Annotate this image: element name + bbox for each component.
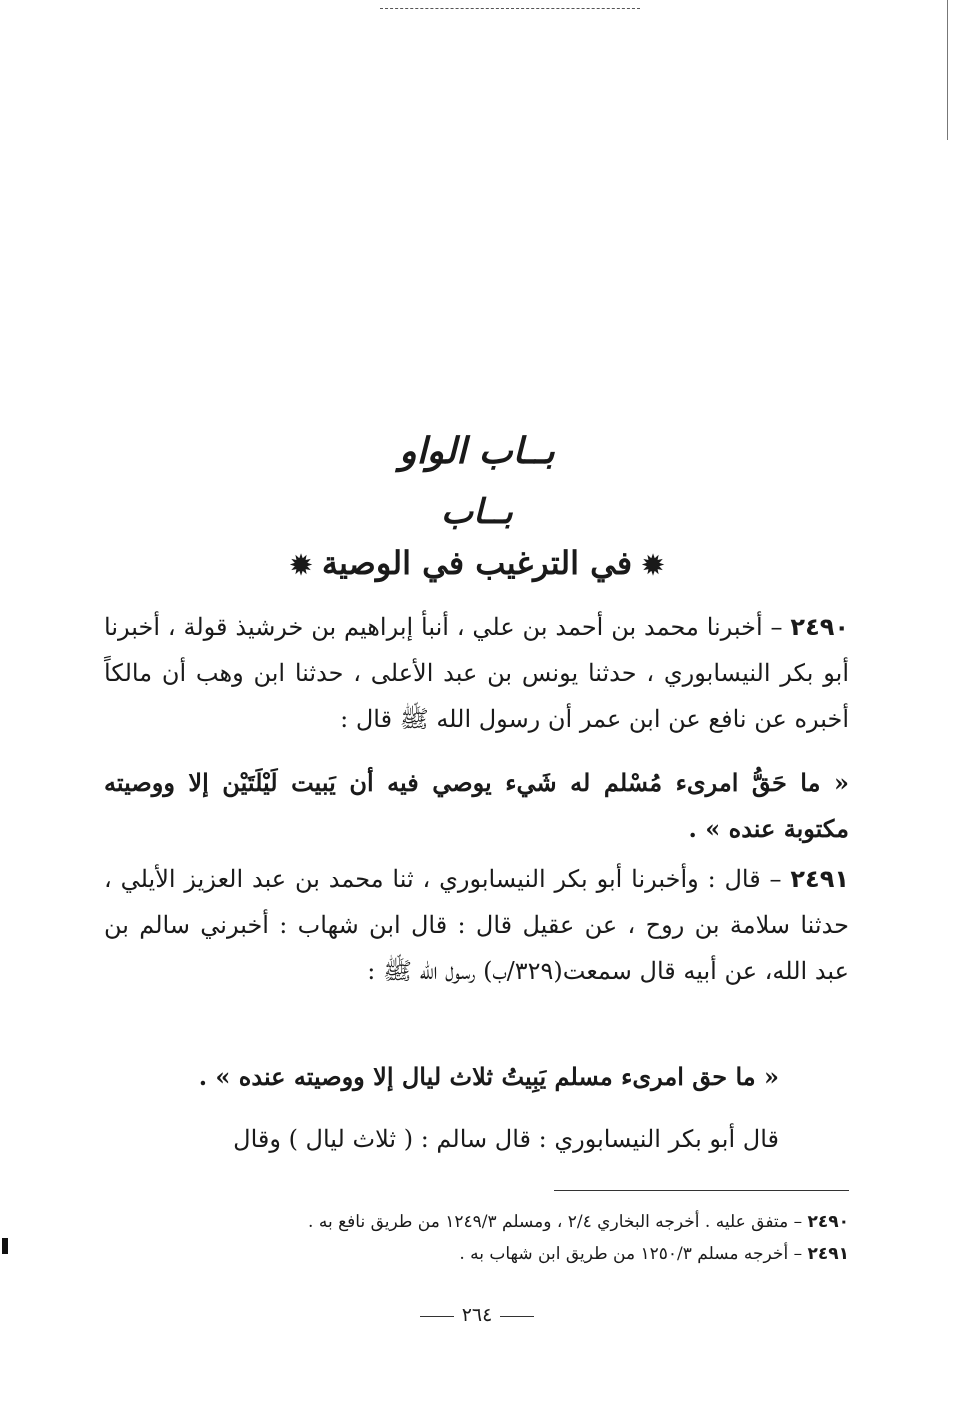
- ornament-star-icon: ✹: [290, 551, 312, 581]
- hadith-2491-matn: « ما حق امرىء مسلم يَبِيتُ ثلاث ليال إلا ووصيته عنده » .: [198, 1062, 779, 1091]
- page-number-dash: [500, 1316, 534, 1317]
- hadith-2491-isnad: [104, 856, 849, 994]
- footnote-2490: [104, 1206, 849, 1238]
- footnote-divider: [554, 1190, 849, 1191]
- isnad-text: – أخبرنا محمد بن أحمد بن علي ، أنبأ إبراهيم بن خرشيذ قولة ، أخبرنا أبو بكر النيسابوري ، حدثنا يونس بن عبد الأعلى ، حدثنا ابن وهب أن مالكاً أخبره عن نافع عن ابن عمر أن رسول الله ﷺ قال :: [104, 613, 849, 733]
- hadith-2490-isnad: [104, 604, 849, 742]
- page-number: [0, 1304, 954, 1326]
- hadith-number: ٢٤٩٠: [790, 613, 850, 641]
- page-number-text: ٢٦٤: [461, 1304, 493, 1326]
- scan-edge-mark: [2, 1238, 8, 1254]
- footnotes: [104, 1206, 849, 1270]
- footnote-text: – متفق عليه . أخرجه البخاري ٢/٤ ، ومسلم ١٢٤٩/٣ من طريق نافع به .: [308, 1212, 803, 1232]
- footnote-number: ٢٤٩٠: [807, 1212, 849, 1232]
- isnad-text: – قال : وأخبرنا أبو بكر النيسابوري ، ثنا محمد بن عبد العزيز الأيلي ، حدثنا سلامة بن روح ، عن عقيل قال : قال ابن شهاب : أخبرني سالم بن عبد الله، عن أبيه قال سمعت(٣٢٩/ب) رسول الله ﷺ :: [104, 865, 849, 985]
- ornament-star-icon: ✹: [642, 551, 664, 581]
- footnote-text: – أخرجه مسلم ١٢٥٠/٣ من طريق ابن شهاب به .: [459, 1244, 803, 1264]
- hadith-number: ٢٤٩١: [790, 865, 849, 893]
- hadith-2490-matn: « ما حَقُّ امرىء مُسْلم له شَيء يوصي فيه أن يَبيت لَيْلَتَيْن إلا ووصيته مكتوبة عنده » .: [104, 768, 849, 843]
- topic-heading: [0, 544, 954, 582]
- topic-title: في الترغيب في الوصية: [321, 544, 633, 582]
- top-dashed-rule: [380, 8, 640, 9]
- chapter-heading: بــاب الواو: [399, 430, 555, 472]
- section-heading: بــاب: [441, 492, 513, 532]
- page-number-dash: [420, 1316, 454, 1317]
- footnote-number: ٢٤٩١: [807, 1244, 849, 1264]
- footnote-2491: [104, 1238, 849, 1270]
- hadith-2491-comment: قال أبو بكر النيسابوري : قال سالم : ( ثلاث ليال ) وقال: [233, 1125, 779, 1153]
- page-edge-line: [947, 0, 948, 140]
